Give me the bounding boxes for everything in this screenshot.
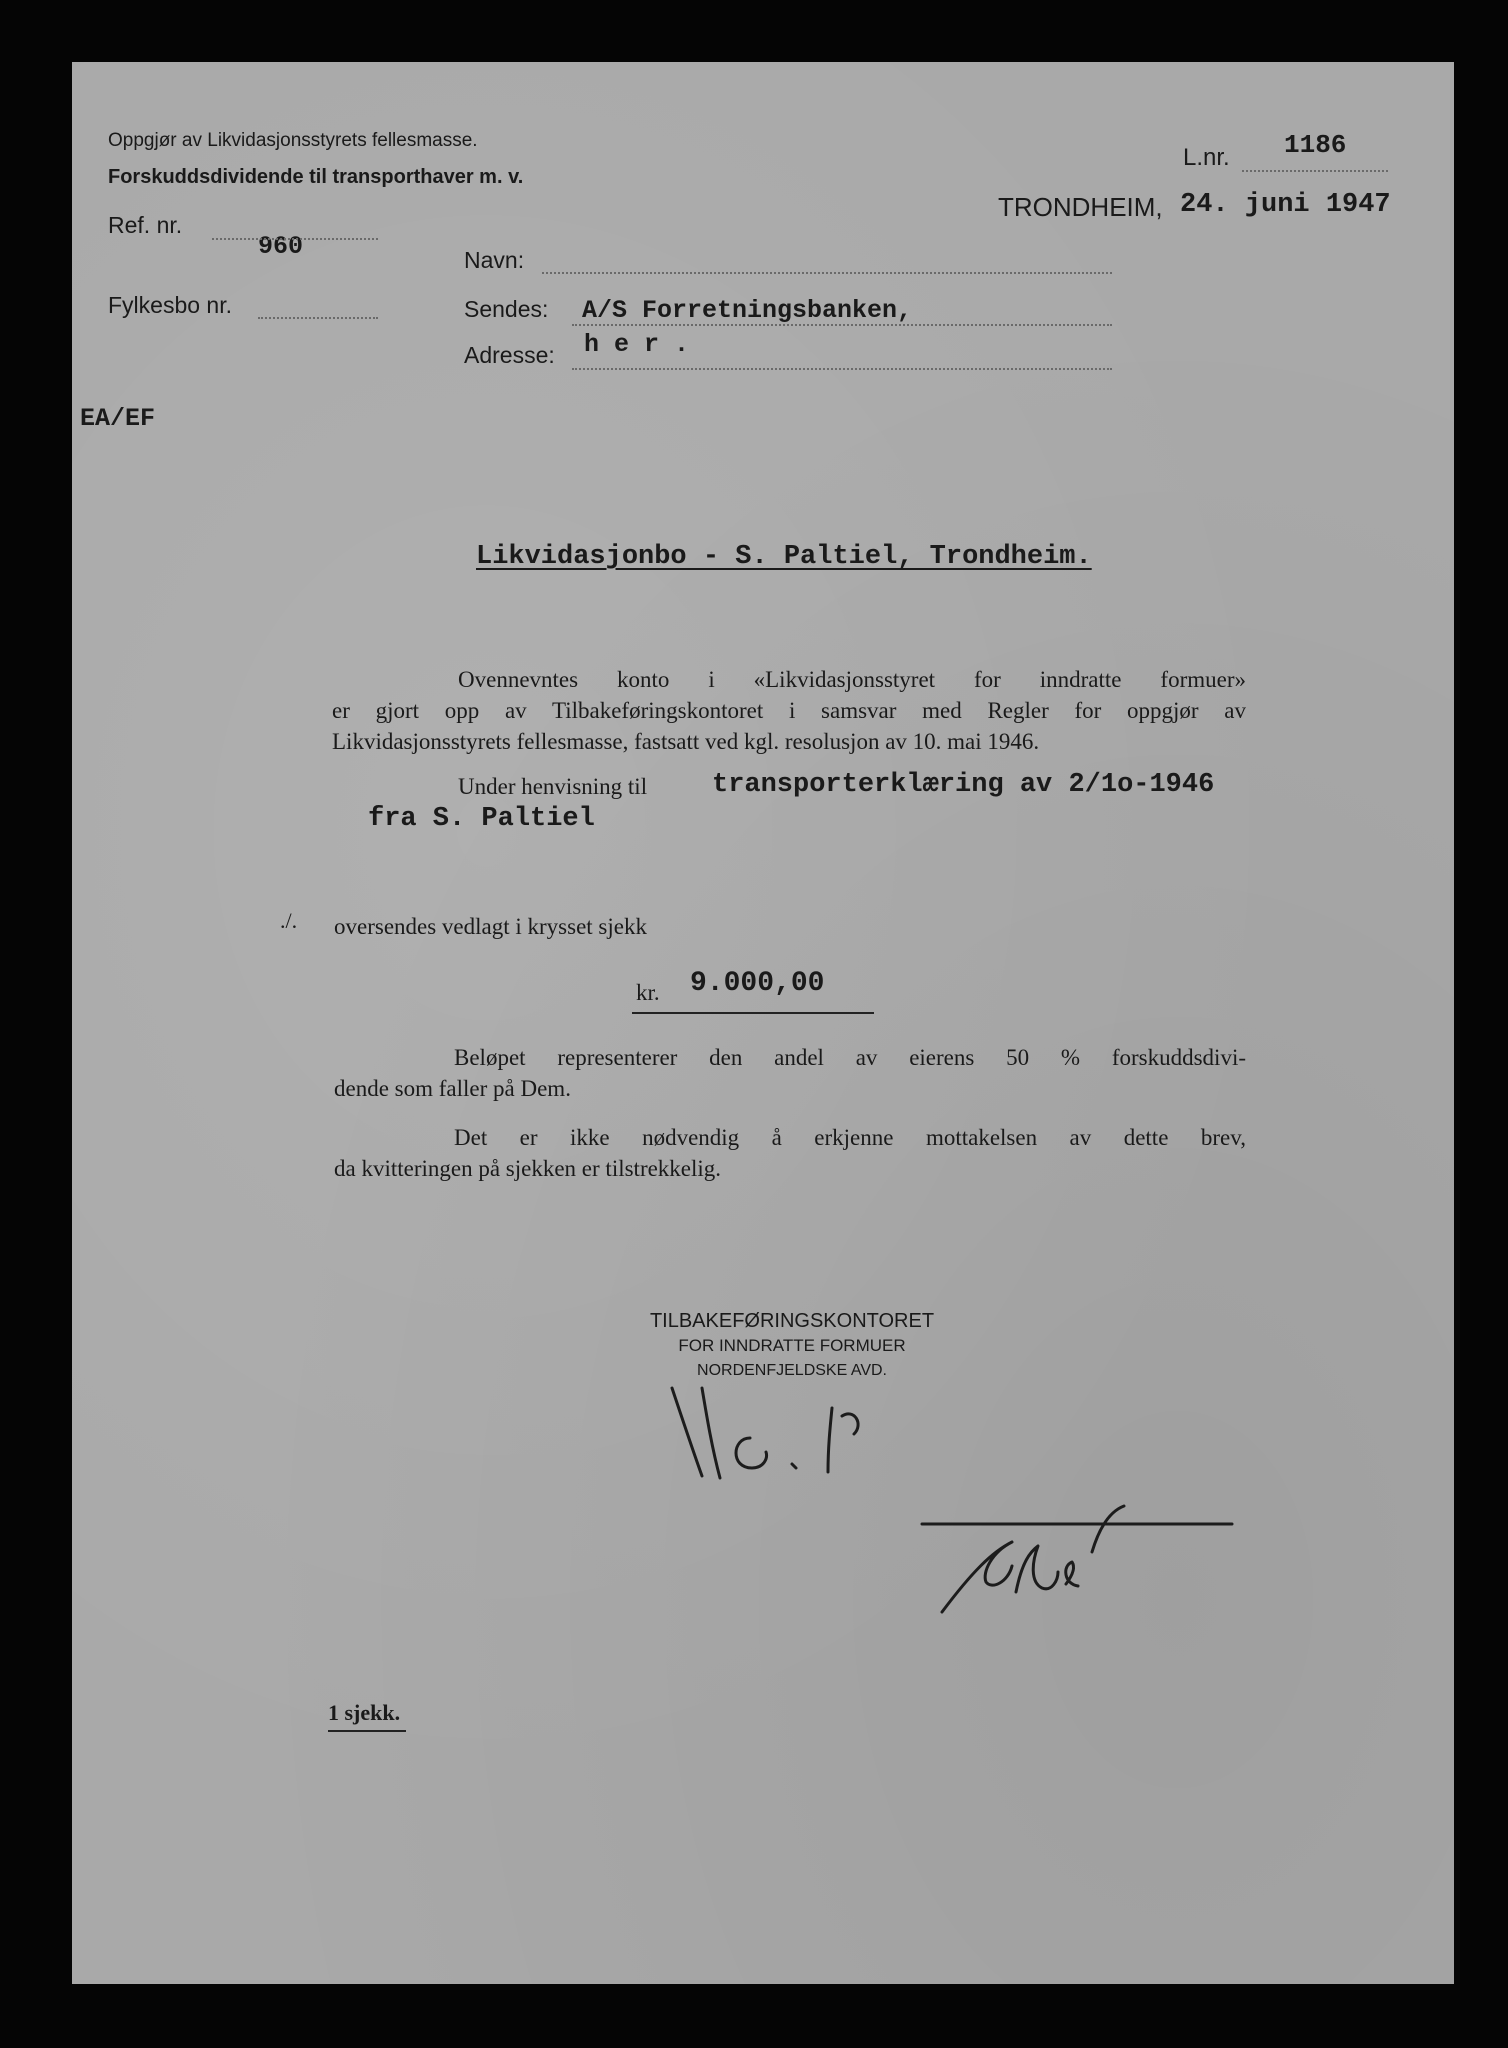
sendes-label: Sendes: — [464, 296, 549, 322]
letter-date: 24. juni 1947 — [1180, 190, 1391, 220]
enclosure-note: 1 sjekk. — [328, 1700, 406, 1732]
paragraph-3-line: da kvitteringen på sjekken er tilstrekkelig. — [334, 1156, 722, 1181]
amount-value: 9.000,00 — [690, 968, 825, 999]
paragraph-2-line: dende som faller på Dem. — [334, 1076, 571, 1101]
adresse-label: Adresse: — [464, 342, 555, 368]
reference-typed-1: transporterklæring av 2/1o-1946 — [712, 770, 1215, 800]
initials: EA/EF — [80, 404, 156, 433]
header-line2: Forskuddsdividende til transporthaver m. v. — [108, 166, 524, 188]
enclosure-text: oversendes vedlagt i krysset sjekk — [334, 914, 647, 939]
subject-line: Likvidasjonbo - S. Paltiel, Trondheim. — [476, 542, 1092, 572]
signature-office-line2: FOR INNDRATTE FORMUER — [678, 1336, 906, 1355]
adresse-dotline — [572, 368, 1112, 370]
lnr-label: L.nr. — [1183, 144, 1230, 171]
fylkesbo-label: Fylkesbo nr. — [108, 292, 232, 318]
lnr-value: 1186 — [1284, 130, 1347, 160]
paragraph-1 — [332, 664, 1246, 757]
enclosure-mark: ./. — [280, 908, 298, 933]
ref-dotline — [212, 238, 378, 240]
paragraph-1-line: Likvidasjonsstyrets fellesmasse, fastsatt ved kgl. resolusjon av 10. mai 1946. — [332, 729, 1040, 754]
adresse-value: h e r . — [584, 330, 690, 359]
navn-label: Navn: — [464, 247, 525, 273]
sendes-value: A/S Forretningsbanken, — [582, 296, 913, 325]
ref-value: 960 — [258, 232, 304, 261]
paragraph-3-line: Det er ikke nødvendig å erkjenne mottakelsen av dette brev, — [454, 1125, 1246, 1150]
reference-typed-2: fra S. Paltiel — [368, 804, 595, 834]
lnr-dotline — [1242, 170, 1388, 172]
paragraph-2-line: Beløpet representerer den andel av eierens 50 % forskuddsdivi- — [454, 1045, 1246, 1070]
ref-label: Ref. nr. — [108, 212, 183, 238]
handwritten-signature — [912, 1492, 1242, 1632]
signature-office-line1: TILBAKEFØRINGSKONTORET — [649, 1310, 935, 1332]
signature-office-line3: NORDENFJELDSKE AVD. — [697, 1362, 887, 1379]
amount-underline — [632, 1012, 874, 1014]
paragraph-2 — [334, 1042, 1246, 1104]
paragraph-1-line: Ovennevntes konto i «Likvidasjonsstyret for inndratte formuer» — [458, 667, 1246, 692]
amount-label: kr. — [636, 980, 660, 1005]
place: TRONDHEIM, — [998, 192, 1163, 222]
sendes-dotline — [572, 324, 1112, 326]
letter-page — [72, 62, 1454, 1984]
paragraph-1-line: er gjort opp av Tilbakeføringskontoret i samsvar med Regler for oppgjør av — [332, 698, 1246, 723]
handwritten-initials-1 — [632, 1368, 932, 1488]
header-line1: Oppgjør av Likvidasjonsstyrets fellesmasse. — [108, 130, 478, 151]
reference-prefix: Under henvisning til — [458, 774, 648, 799]
navn-dotline — [542, 272, 1112, 274]
fylkesbo-dotline — [258, 317, 378, 319]
paragraph-3 — [334, 1122, 1246, 1184]
